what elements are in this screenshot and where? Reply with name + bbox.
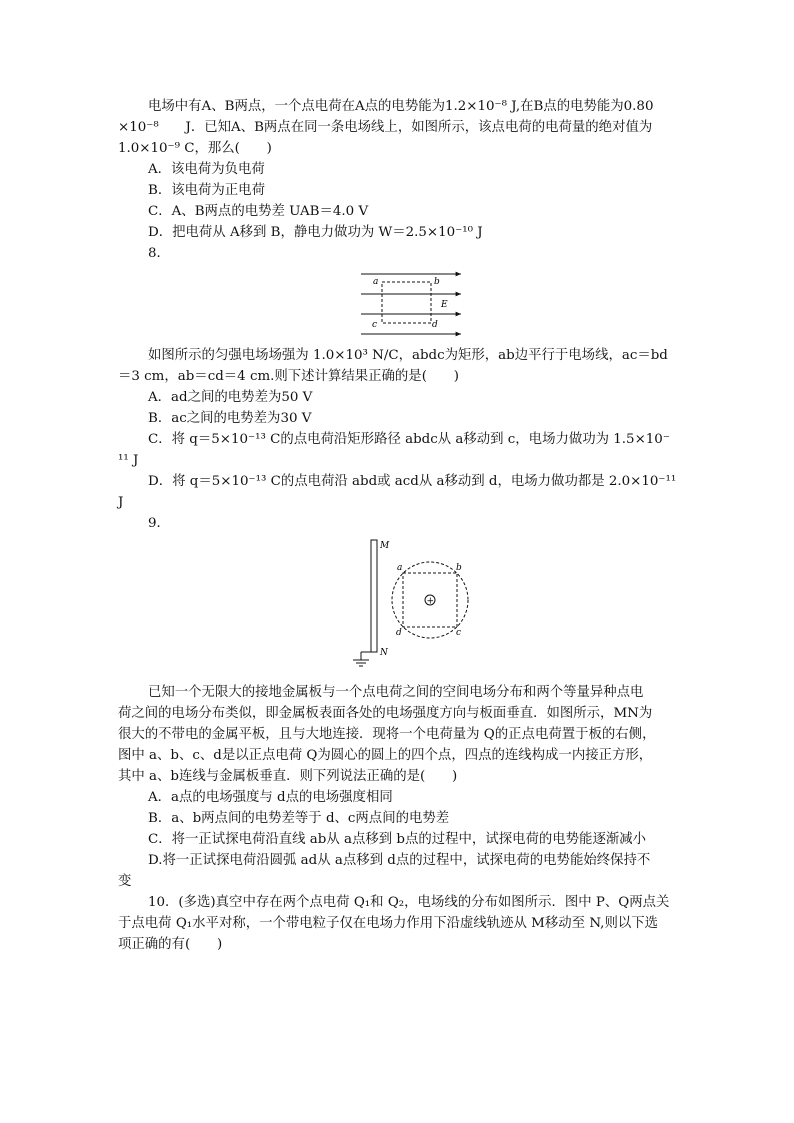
label-N: N xyxy=(380,648,388,658)
q8-uniform-field-figure xyxy=(355,264,467,344)
label-a: a xyxy=(373,277,379,287)
q7-option-c: C．A、B两点的电势差 UAB＝4.0 V xyxy=(148,204,369,219)
q7-option-d: D．把电荷从 A移到 B，静电力做功为 W＝2.5×10⁻¹⁰ J xyxy=(148,225,483,240)
q7-option-a: A．该电荷为负电荷 xyxy=(148,162,265,177)
q9-option-d: D.将一正试探电荷沿圆弧 ad从 a点移到 d点的过程中，试探电荷的电势能始终保持不 xyxy=(148,853,651,868)
q9-option-a: A．a点的电场强度与 d点的电场强度相同 xyxy=(148,790,393,805)
q9-stem-line-4: 图中 a、b、c、d是以正点电荷 Q为圆心的圆上的四个点，四点的连线构成一内接正方形， xyxy=(118,748,653,763)
q7-option-b: B．该电荷为正电荷 xyxy=(148,183,265,198)
label-a: a xyxy=(397,563,403,573)
q9-option-c: C．将一正试探电荷沿直线 ab从 a点移到 b点的过程中，试探电荷的电势能逐渐减小 xyxy=(148,832,647,847)
q10-stem-line-3: 项正确的有( ) xyxy=(118,937,223,952)
q8-number: 8． xyxy=(148,246,170,261)
label-plus: + xyxy=(426,596,435,607)
q9-metal-plate-figure xyxy=(346,534,476,670)
q7-stem-line-2: ×10⁻⁸ J．已知A、B两点在同一条电场线上，如图所示，该点电荷的电荷量的绝对值为 xyxy=(118,120,653,135)
q9-stem-line-2: 荷之间的电场分布类似，即金属板表面各处的电场强度方向与板面垂直．如图所示，MN为 xyxy=(118,706,653,721)
label-b: b xyxy=(456,563,462,573)
q10-stem-line-1: 10．(多选)真空中存在两个点电荷 Q₁和 Q₂，电场线的分布如图所示．图中 P、Q两点关 xyxy=(148,895,670,910)
q8-option-b: B．ac之间的电势差为30 V xyxy=(148,411,312,426)
q8-option-a: A．ad之间的电势差为50 V xyxy=(148,390,313,405)
label-M: M xyxy=(380,541,390,551)
q7-stem-line-3: 1.0×10⁻⁹ C，那么( ) xyxy=(118,141,272,156)
q7-stem-line-1: 电场中有A、B两点，一个点电荷在A点的电势能为1.2×10⁻⁸ J,在B点的电势能为0.80 xyxy=(148,99,654,114)
label-d: d xyxy=(396,628,402,638)
q9-stem-line-1: 已知一个无限大的接地金属板与一个点电荷之间的空间电场分布和两个等量异种点电 xyxy=(148,685,644,700)
q8-stem-line-1: 如图所示的匀强电场场强为 1.0×10³ N/C，abdc为矩形，ab边平行于电场线，ac＝bd xyxy=(148,348,668,363)
label-E: E xyxy=(441,300,448,310)
q9-option-d-continued: 变 xyxy=(118,874,132,889)
q10-stem-line-2: 于点电荷 Q₁水平对称，一个带电粒子仅在电场力作用下沿虚线轨迹从 M移动至 N,则以下选 xyxy=(118,916,659,931)
q8-option-c-continued: ¹¹ J xyxy=(118,453,139,468)
dashed-rectangle-abdc xyxy=(382,282,431,323)
label-c: c xyxy=(372,320,378,330)
q8-option-c: C．将 q＝5×10⁻¹³ C的点电荷沿矩形路径 abdc从 a移动到 c，电场力做功为 1.5×10⁻ xyxy=(148,432,670,447)
q9-stem-line-5: 其中 a、b连线与金属板垂直．则下列说法正确的是( ) xyxy=(118,769,458,784)
q8-option-d-continued: J xyxy=(118,495,124,510)
q8-stem-line-2: ＝3 cm，ab＝cd＝4 cm.则下述计算结果正确的是( ) xyxy=(118,369,459,384)
q9-option-b: B．a、b两点间的电势差等于 d、c两点间的电势差 xyxy=(148,811,450,826)
label-d: d xyxy=(432,320,438,330)
label-c: c xyxy=(456,628,462,638)
label-b: b xyxy=(434,277,440,287)
q9-stem-line-3: 很大的不带电的金属平板，且与大地连接．现将一个电荷量为 Q的正点电荷置于板的右侧， xyxy=(118,727,656,742)
q9-number: 9． xyxy=(148,516,170,531)
metal-plate-mn xyxy=(371,540,377,652)
q8-option-d: D．将 q＝5×10⁻¹³ C的点电荷沿 abd或 acd从 a移动到 d，电场力做功都是 2.0×10⁻¹¹ xyxy=(148,474,677,489)
